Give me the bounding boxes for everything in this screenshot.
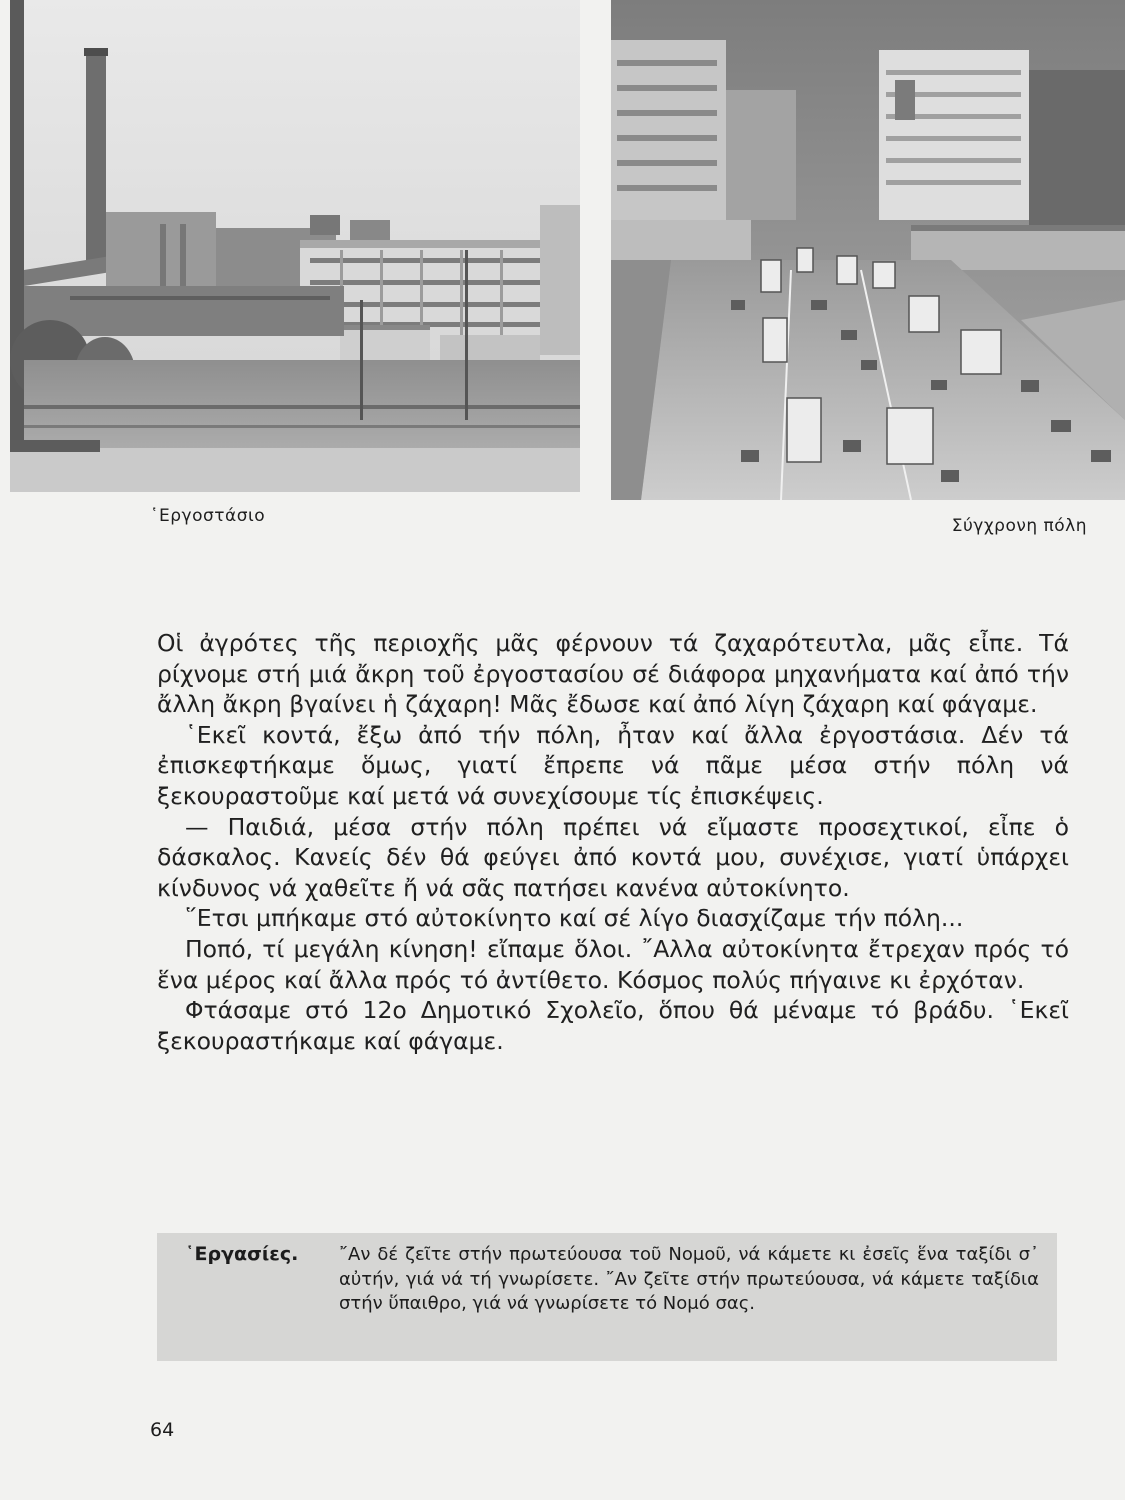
factory-caption: ῾Εργοστάσιο [150,506,266,526]
city-caption: Σύγχρονη πόλη [951,516,1087,536]
paragraph-1: Οἱ ἀγρότες τῆς περιοχῆς μᾶς φέρνουν τά ζαχαρότευτλα, μᾶς εἶπε. Τά ρίχνομε στή μιά ἄκρη τοῦ ἐργοστασίου σέ διάφορα μηχανήματα καί ἀπό τήν ἄλλη ἄκρη βγαίνει ἡ ζάχαρη! Μᾶς ἔδωσε καί ἀπό λίγη ζάχαρη καί φάγαμε. [157,629,1069,719]
paragraph-3: — Παιδιά, μέσα στήν πόλη πρέπει νά εἴμαστε προσεχτικοί, εἶπε ὁ δάσκαλος. Κανείς δέν θά φεύγει ἀπό κοντά μου, συνέχισε, γιατί ὑπάρχει κίνδυνος νά χαθεῖτε ἤ νά σᾶς πατήσει κανένα αὐτοκίνητο. [157,812,1069,902]
exercises-box [157,1233,1057,1361]
story-text [157,628,1069,1056]
paragraph-6: Φτάσαμε στό 12ο Δημοτικό Σχολεῖο, ὅπου θά μέναμε τό βράδυ. ῾Εκεῖ ξεκουραστήκαμε καί φάγαμε. [157,996,1069,1055]
exercises-label: ῾Εργασίες. [185,1243,299,1265]
factory-photo [10,0,580,492]
exercises-text: ῎Αν δέ ζεῖτε στήν πρωτεύουσα τοῦ Νομοῦ, νά κάμετε κι ἐσεῖς ἕνα ταξίδι σ᾽ αὐτήν, γιά νά τή γνωρίσετε. ῎Αν ζεῖτε στήν πρωτεύουσα, νά κάμετε ταξίδια στήν ὕπαιθρο, γιά νά γνωρίσετε τό Νομό σας. [339,1244,1039,1314]
paragraph-2: ῾Εκεῖ κοντά, ἔξω ἀπό τήν πόλη, ἦταν καί ἄλλα ἐργοστάσια. Δέν τά ἐπισκεφτήκαμε ὅμως, γιατί ἔπρεπε νά πᾶμε μέσα στήν πόλη νά ξεκουραστοῦμε καί μετά νά συνεχίσουμε τίς ἐπισκέψεις. [157,720,1069,810]
city-photo [611,0,1125,500]
paragraph-4: ῞Ετσι μπήκαμε στό αὐτοκίνητο καί σέ λίγο διασχίζαμε τήν πόλη... [185,904,964,933]
page-number: 64 [150,1419,175,1441]
paragraph-5: Ποπό, τί μεγάλη κίνηση! εἴπαμε ὅλοι. ῎Αλλα αὐτοκίνητα ἔτρεχαν πρός τό ἕνα μέρος καί ἄλλα πρός τό ἀντίθετο. Κόσμος πολύς πήγαινε κι ἐρχόταν. [157,934,1069,994]
